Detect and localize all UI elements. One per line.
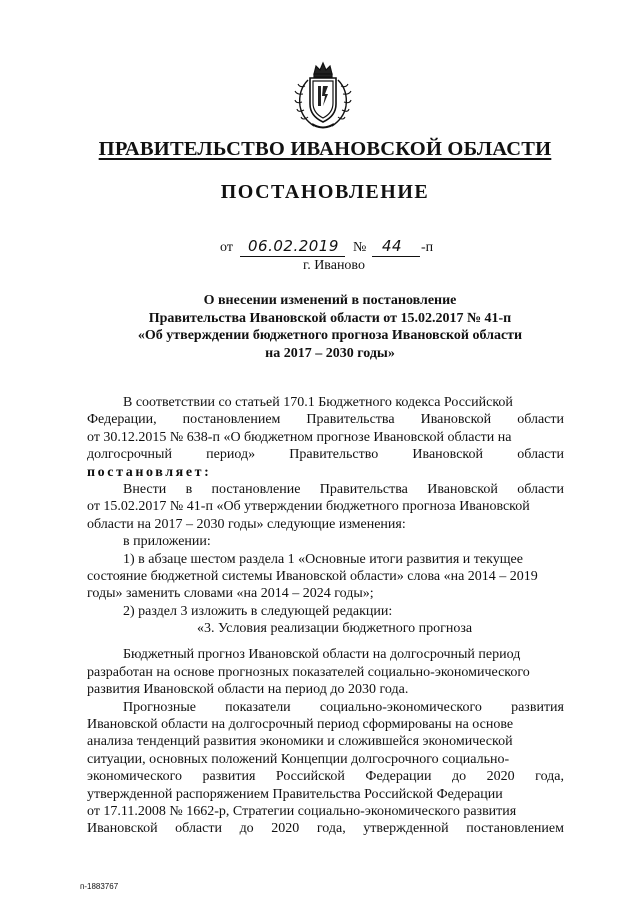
body-line: развития Ивановской области на период до 2030 года. — [87, 682, 409, 698]
body-line: 2) раздел 3 изложить в следующей редакции: — [123, 603, 393, 619]
section-title: «3. Условия реализации бюджетного прогноза — [197, 621, 473, 637]
coat-of-arms-icon — [292, 60, 354, 134]
body-line: Федерации, постановлением Правительства Ивановской области — [87, 412, 564, 428]
document-type-title: ПОСТАНОВЛЕНИЕ — [220, 181, 430, 203]
body-line: Бюджетный прогноз Ивановской области на долгосрочный период — [123, 647, 521, 663]
document-body — [87, 394, 564, 838]
body-line: ситуации, основных положений Концепции долгосрочного социально- — [87, 751, 510, 767]
document-number: 44 — [382, 237, 403, 255]
body-line: Ивановской области до 2020 года, утвержденной постановлением — [87, 821, 564, 837]
body-line: годы» заменить словами «на 2014 – 2024 годы»; — [87, 586, 374, 602]
city-name: г. Иваново — [303, 258, 365, 273]
heading-line: «Об утверждении бюджетного прогноза Ивановской области — [137, 328, 523, 343]
government-title: ПРАВИТЕЛЬСТВО ИВАНОВСКОЙ ОБЛАСТИ — [98, 138, 552, 160]
body-line: Прогнозные показатели социально-экономического развития — [123, 699, 564, 715]
heading-line: Правительства Ивановской области от 15.02.2017 № 41-п — [148, 310, 512, 326]
body-line: 1) в абзаце шестом раздела 1 «Основные итоги развития и текущее — [123, 551, 523, 567]
resolves-word: постановляет: — [87, 464, 212, 480]
body-line: Ивановской области на долгосрочный период сформированы на основе — [87, 717, 514, 733]
body-line: от 30.12.2015 № 638-п «О бюджетном прогнозе Ивановской области на — [87, 429, 512, 445]
document-date: 06.02.2019 — [248, 237, 339, 255]
city-line — [0, 258, 640, 274]
date-underline — [240, 256, 345, 257]
body-line: В соответствии со статьей 170.1 Бюджетного кодекса Российской — [123, 395, 513, 410]
date-from-label: от — [220, 240, 233, 255]
body-line: от 17.11.2008 № 1662-р, Стратегии социально-экономического развития — [87, 803, 517, 819]
body-line: от 15.02.2017 № 41-п «Об утверждении бюджетного прогноза Ивановской — [87, 499, 530, 515]
body-line: экономического развития Российской Федерации до 2020 года, — [87, 769, 564, 785]
body-line: долгосрочный период» Правительство Ивановской области — [87, 447, 564, 463]
number-suffix: -п — [421, 240, 434, 255]
body-line: области на 2017 – 2030 годы» следующие изменения: — [87, 516, 406, 532]
body-line: разработан на основе прогнозных показателей социально-экономического — [87, 664, 530, 680]
number-sign: № — [353, 240, 367, 255]
number-underline — [372, 256, 420, 257]
body-line: анализа тенденций развития экономики и сложившейся экономической — [87, 734, 513, 750]
heading-line: на 2017 – 2030 годы» — [265, 345, 395, 361]
body-line: Внести в постановление Правительства Ивановской области — [123, 481, 564, 497]
document-heading — [95, 292, 565, 362]
body-line: состояние бюджетной системы Ивановской области» слова «на 2014 – 2019 — [87, 568, 538, 584]
body-line: утвержденной распоряжением Правительства Российской Федерации — [87, 786, 503, 802]
body-line: в приложении: — [123, 534, 211, 550]
heading-line: О внесении изменений в постановление — [203, 293, 457, 308]
footer-doc-code: п-1883767 — [80, 882, 119, 891]
